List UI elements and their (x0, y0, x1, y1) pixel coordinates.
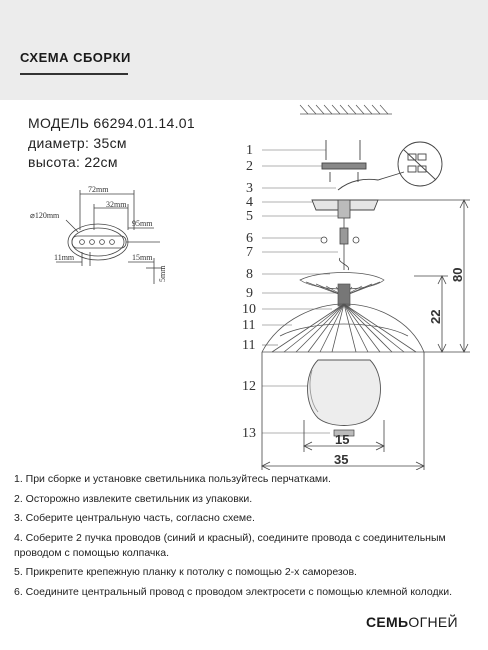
instruction-4: 4. Соберите 2 пучка проводов (синий и красный), соедините провода с соединительным проводом с помощью колпачка. (14, 531, 446, 559)
model-label: МОДЕЛЬ 66294.01.14.01 (28, 115, 195, 131)
page-title: СХЕМА СБОРКИ (20, 50, 131, 65)
dim-120mm: ⌀120mm (30, 211, 60, 220)
part-label-10: 10 (242, 302, 256, 317)
dim-height-total: 80 (450, 267, 465, 282)
dim-shade-width: 35 (334, 452, 349, 467)
part-label-2: 2 (246, 159, 253, 174)
instruction-3: 3. Соберите центральную часть, согласно схеме. (14, 512, 255, 524)
dim-5mm: 5mm (158, 265, 167, 282)
part-label-13: 13 (242, 426, 256, 441)
height-spec: высота: 22см (28, 154, 118, 170)
dim-11mm: 11mm (54, 253, 75, 262)
brand-bold: СЕМЬ (366, 614, 409, 630)
part-label-9: 9 (246, 286, 253, 301)
instruction-6: 6. Соедините центральный провод с проводом электросети с помощью клемной колодки. (14, 585, 453, 598)
dim-32mm: 32mm (106, 200, 127, 209)
part-label-11a: 11 (242, 318, 256, 333)
part-label-11b: 11 (242, 338, 256, 353)
dim-95mm: 95mm (132, 219, 153, 228)
instruction-5: 5. Прикрепите крепежную планку к потолку с помощью 2-х саморезов. (14, 566, 357, 578)
part-label-3: 3 (246, 181, 253, 196)
part-label-12: 12 (242, 379, 256, 394)
dim-height-shade: 22 (428, 309, 443, 324)
part-label-6: 6 (246, 231, 253, 246)
dim-15mm: 15mm (132, 253, 153, 262)
part-label-8: 8 (246, 267, 253, 282)
dim-72mm: 72mm (88, 185, 109, 194)
brand-light: ОГНЕЙ (408, 614, 458, 630)
part-label-1: 1 (246, 143, 253, 158)
part-label-4: 4 (246, 195, 253, 210)
instruction-2: 2. Осторожно извлеките светильник из упаковки. (14, 492, 253, 505)
ceiling-surface (300, 105, 392, 114)
assembly-instructions (14, 472, 480, 604)
brand-logo (366, 614, 458, 630)
instruction-1: 1. При сборке и установке светильника пользуйтесь перчатками. (14, 473, 331, 485)
part-label-5: 5 (246, 209, 253, 224)
diameter-spec: диаметр: 35см (28, 135, 127, 151)
dim-bulb-width: 15 (335, 432, 350, 447)
part-label-7: 7 (246, 245, 253, 260)
